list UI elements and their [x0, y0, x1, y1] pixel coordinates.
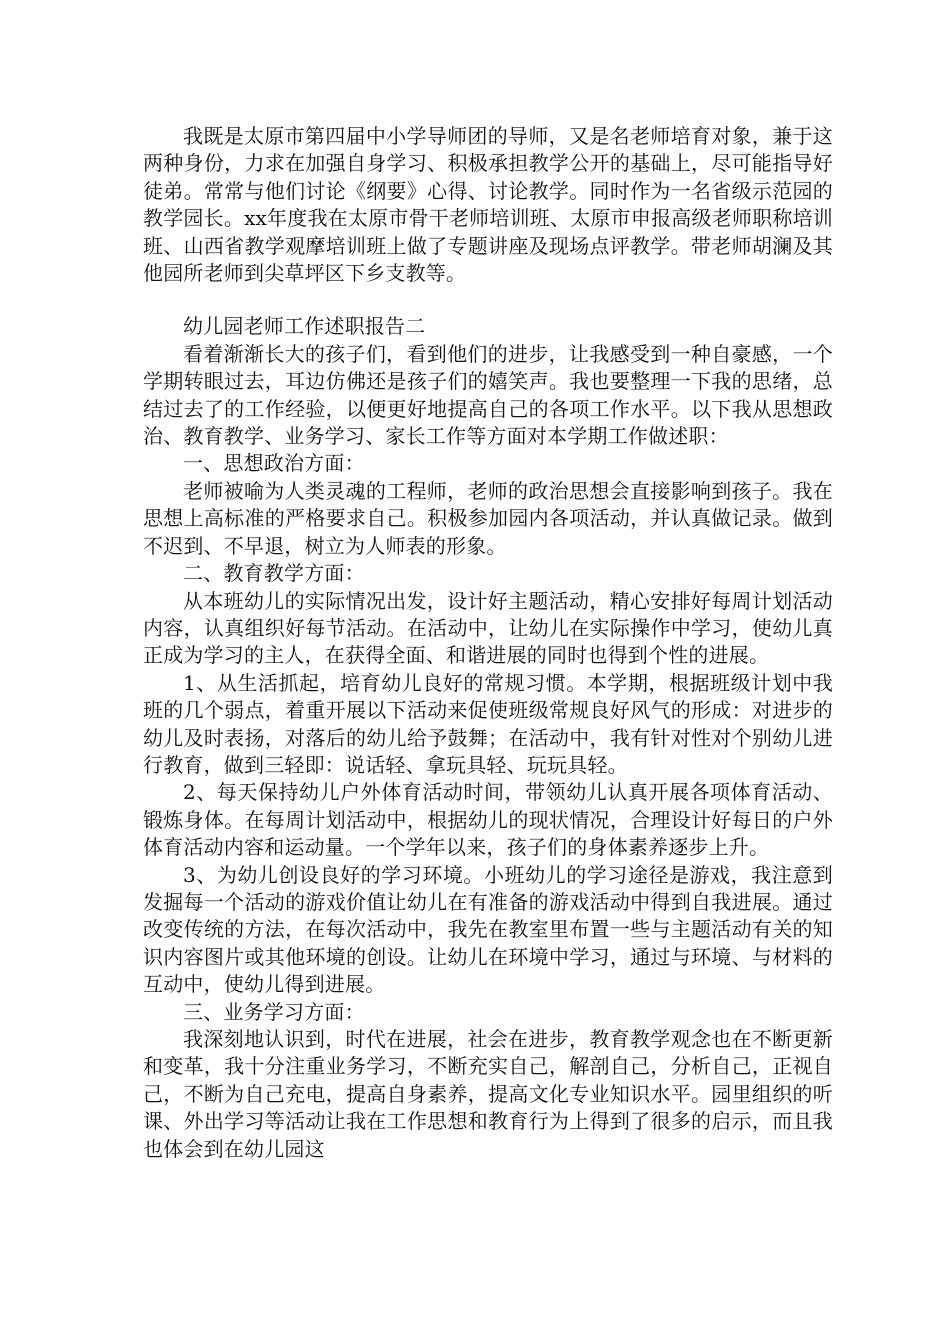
section-title: 幼儿园老师工作述职报告二 [183, 314, 426, 339]
paragraph-mentor-role: 我既是太原市第四届中小学导师团的导师，又是名老师培育对象，兼于这两种身份，力求在加强自身学习、积极承担教学公开的基础上，尽可能指导好徒弟。常常与他们讨论《纲要》心得、讨论教学。同时作为一名省级示范园的教学园长。xx年度我在太原市骨干老师培训班、太原市申报高级老师职称培训班、山西省教学观摩培训班上做了专题讲座及现场点评教学。带老师胡澜及其他园所老师到尖草坪区下乡支教等。 [143, 124, 833, 286]
paragraph-teaching-point-3: 3、为幼儿创设良好的学习环境。小班幼儿的学习途径是游戏，我注意到发掘每一个活动的游戏价值让幼儿在有准备的游戏活动中得到自我进展。通过改变传统的方法，在每次活动中，我先在教室里布置一些与主题活动有关的知识内容图片或其他环境的创设。让幼儿在环境中学习，通过与环境、与材料的互动中，使幼儿得到进展。 [143, 862, 833, 997]
paragraph-intro: 看着渐渐长大的孩子们，看到他们的进步，让我感受到一种自豪感，一个学期转眼过去，耳边仿佛还是孩子们的嬉笑声。我也要整理一下我的思绪，总结过去了的工作经验，以便更好地提高自己的各项工作水平。以下我从思想政治、教育教学、业务学习、家长工作等方面对本学期工作做述职： [143, 341, 833, 449]
document-body [143, 123, 833, 1163]
paragraph-teaching-point-2: 2、每天保持幼儿户外体育活动时间，带领幼儿认真开展各项体育活动、锻炼身体。在每周计划活动中，根据幼儿的现状情况，合理设计好每日的户外体育活动内容和运动量。一个学年以来，孩子们的身体素养逐步上升。 [143, 780, 833, 860]
paragraph-ideology: 老师被喻为人类灵魂的工程师，老师的政治思想会直接影响到孩子。我在思想上高标准的严格要求自己。积极参加园内各项活动，并认真做记录。做到不迟到、不早退，树立为人师表的形象。 [143, 478, 833, 558]
heading-teaching: 二、教育教学方面： [183, 561, 365, 586]
heading-ideology: 一、思想政治方面： [183, 451, 365, 476]
paragraph-teaching: 从本班幼儿的实际情况出发，设计好主题活动，精心安排好每周计划活动内容，认真组织好每节活动。在活动中，让幼儿在实际操作中学习，使幼儿真正成为学习的主人，在获得全面、和谐进展的同时也得到个性的进展。 [143, 588, 833, 668]
heading-professional-study: 三、业务学习方面： [183, 999, 365, 1024]
paragraph-teaching-point-1: 1、从生活抓起，培育幼儿良好的常规习惯。本学期，根据班级计划中我班的几个弱点，着重开展以下活动来促使班级常规良好风气的形成：对进步的幼儿及时表扬，对落后的幼儿给予鼓舞；在活动中，我有针对性对个别幼儿进行教育，做到三轻即：说话轻、拿玩具轻、玩玩具轻。 [143, 670, 833, 777]
paragraph-professional-study: 我深刻地认识到，时代在进展，社会在进步，教育教学观念也在不断更新和变革，我十分注重业务学习，不断充实自己，解剖自己，分析自己，正视自己，不断为自己充电，提高自身素养，提高文化专业知识水平。园里组织的听课、外出学习等活动让我在工作思想和教育行为上得到了很多的启示，而且我也体会到在幼儿园这 [143, 1027, 833, 1161]
section-spacer [143, 287, 833, 313]
